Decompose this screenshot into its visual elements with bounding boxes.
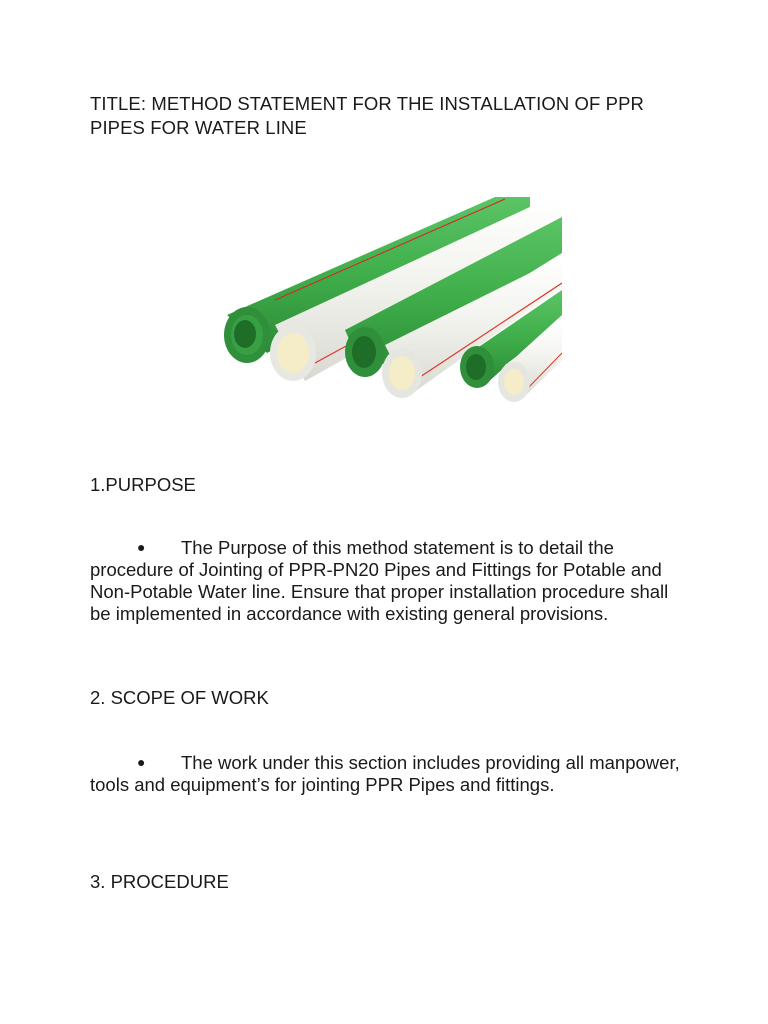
purpose-paragraph [90, 536, 690, 625]
section-heading-procedure: 3. PROCEDURE [90, 871, 229, 892]
section-heading-purpose: 1.PURPOSE [90, 474, 196, 495]
section-heading-scope-of-work: 2. SCOPE OF WORK [90, 687, 269, 708]
bullet-icon: ● [137, 754, 146, 770]
purpose-text: The Purpose of this method statement is to detail the procedure of Jointing of PPR-PN20 Pipes and Fittings for Potable and Non-Potable Water line. Ensure that proper installation procedure shall be implemented in accordance with existing general provisions. [90, 537, 669, 624]
ppr-pipes-illustration [205, 195, 562, 432]
bullet-icon: ● [137, 539, 146, 555]
document-title: TITLE: METHOD STATEMENT FOR THE INSTALLATION OF PPR PIPES FOR WATER LINE [90, 93, 644, 138]
scope-text: The work under this section includes providing all manpower, tools and equipment’s for jointing PPR Pipes and fittings. [90, 752, 680, 795]
ppr-pipes-photo [205, 195, 562, 432]
scope-paragraph [90, 751, 690, 796]
